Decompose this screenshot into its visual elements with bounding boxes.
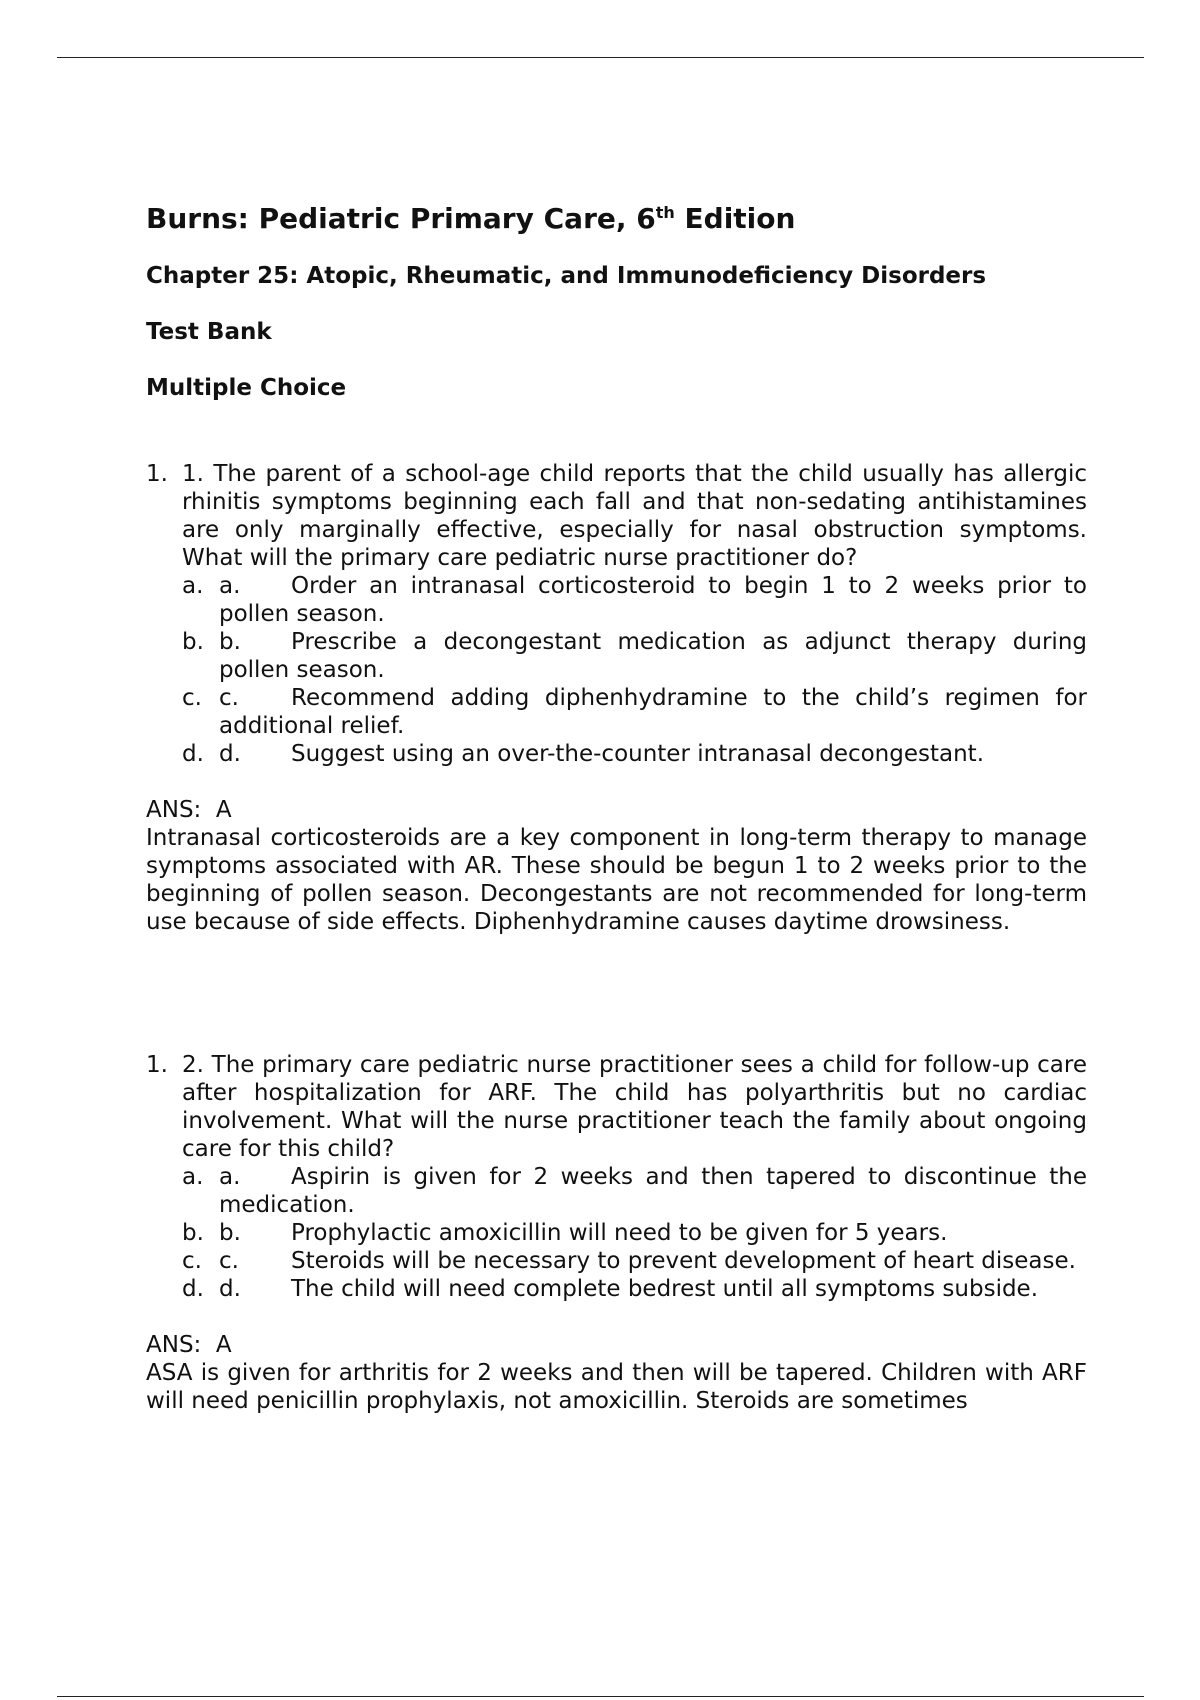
answer-block [146, 796, 1087, 936]
question-stem [146, 460, 1087, 572]
answer-letter: A [215, 1332, 232, 1358]
option-letter: b. [219, 1220, 241, 1246]
document-title [146, 202, 795, 236]
title-tail: Edition [674, 202, 796, 235]
option-marker: a. [182, 573, 204, 599]
option-text: Recommend adding diphenhydramine to the child’s regimen for additional relief. [219, 685, 1087, 739]
option-marker: a. [182, 1164, 204, 1190]
option-d [146, 740, 1087, 768]
answer-block [146, 1331, 1087, 1415]
option-marker: c. [182, 1248, 202, 1274]
answer-key [146, 796, 1087, 824]
rationale: ASA is given for arthritis for 2 weeks and then will be tapered. Children with ARF will need penicillin prophylaxis, not amoxicillin. Steroids are sometimes [146, 1360, 1087, 1414]
question-text: 1. The parent of a school-age child reports that the child usually has allergic rhinitis symptoms beginning each fall and that non-sedating antihistamines are only marginally effective, especially for nasal obstruction symptoms. What will the primary care pediatric nurse practitioner do? [182, 461, 1087, 571]
question-text: 2. The primary care pediatric nurse practitioner sees a child for follow-up care after hospitalization for ARF. The child has polyarthritis but no cardiac involvement. What will the nurse practitioner teach the family about ongoing care for this child? [182, 1052, 1087, 1162]
option-marker: b. [182, 1220, 204, 1246]
option-a [146, 1163, 1087, 1219]
title-main: Burns: Pediatric Primary Care, 6 [146, 202, 656, 235]
answer-key [146, 1331, 1087, 1359]
title-superscript: th [655, 203, 675, 222]
option-text: Suggest using an over-the-counter intranasal decongestant. [291, 741, 985, 767]
question-number: 1. [146, 1052, 168, 1078]
answer-options [146, 572, 1087, 768]
bottom-rule [57, 1696, 1144, 1697]
answer-label: ANS: [146, 797, 202, 823]
rationale: Intranasal corticosteroids are a key component in long-term therapy to manage symptoms associated with AR. These should be begun 1 to 2 weeks prior to the beginning of pollen season. Decongestants are not recommended for long-term use because of side effects. Diphenhydramine causes daytime drowsiness. [146, 825, 1087, 935]
question-2 [146, 1051, 1087, 1415]
answer-letter: A [215, 797, 232, 823]
subsection-heading: Multiple Choice [146, 375, 347, 401]
option-letter: c. [219, 1248, 239, 1274]
option-text: Aspirin is given for 2 weeks and then tapered to discontinue the medication. [219, 1164, 1087, 1218]
option-letter: d. [219, 741, 241, 767]
question-stem [146, 1051, 1087, 1163]
question-number: 1. [146, 461, 168, 487]
option-b [146, 1219, 1087, 1247]
chapter-heading: Chapter 25: Atopic, Rheumatic, and Immunodeficiency Disorders [146, 263, 987, 289]
option-letter: d. [219, 1276, 241, 1302]
option-marker: c. [182, 685, 202, 711]
option-letter: a. [219, 1164, 241, 1190]
option-text: Prescribe a decongestant medication as adjunct therapy during pollen season. [219, 629, 1087, 683]
option-text: Order an intranasal corticosteroid to begin 1 to 2 weeks prior to pollen season. [219, 573, 1087, 627]
option-a [146, 572, 1087, 628]
answer-label: ANS: [146, 1332, 202, 1358]
section-heading: Test Bank [146, 319, 272, 345]
option-text: Prophylactic amoxicillin will need to be given for 5 years. [291, 1220, 948, 1246]
option-c [146, 684, 1087, 740]
option-letter: b. [219, 629, 241, 655]
option-text: Steroids will be necessary to prevent development of heart disease. [291, 1248, 1076, 1274]
answer-options [146, 1163, 1087, 1303]
option-marker: d. [182, 1276, 204, 1302]
option-c [146, 1247, 1087, 1275]
option-text: The child will need complete bedrest until all symptoms subside. [291, 1276, 1039, 1302]
option-marker: d. [182, 741, 204, 767]
option-letter: a. [219, 573, 241, 599]
question-1 [146, 460, 1087, 936]
option-marker: b. [182, 629, 204, 655]
option-letter: c. [219, 685, 239, 711]
top-rule [57, 57, 1144, 58]
option-d [146, 1275, 1087, 1303]
option-b [146, 628, 1087, 684]
